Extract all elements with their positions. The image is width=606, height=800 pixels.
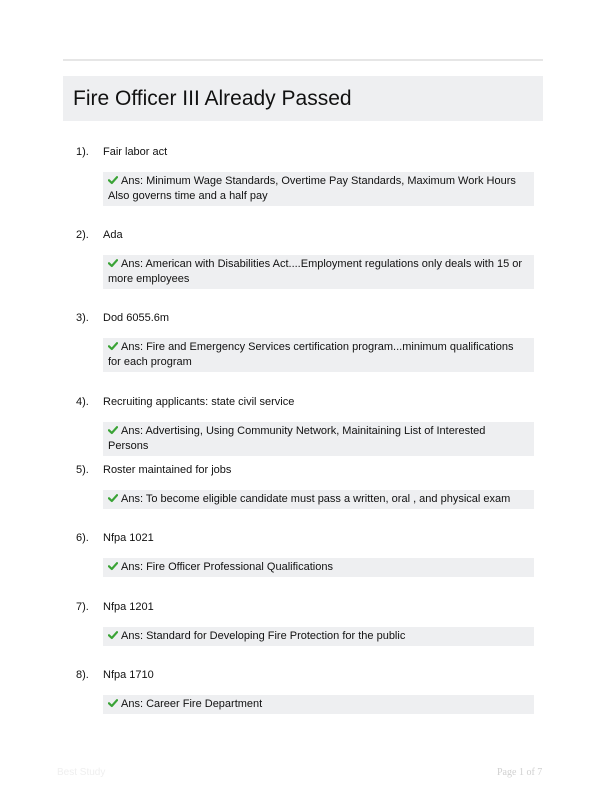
answer-box bbox=[103, 490, 534, 509]
check-icon bbox=[108, 341, 118, 351]
answer-text: Ans: Fire Officer Professional Qualifications bbox=[121, 561, 333, 573]
title-banner bbox=[63, 76, 543, 121]
answer-text: Ans: Career Fire Department bbox=[121, 698, 263, 710]
question-text: Roster maintained for jobs bbox=[103, 464, 232, 476]
answer-box bbox=[103, 558, 534, 577]
question-number: 4). bbox=[76, 396, 89, 408]
answer-text: Ans: Advertising, Using Community Network, Mainitaining List of Interested Persons bbox=[108, 425, 486, 452]
check-icon bbox=[108, 175, 118, 185]
qa-item bbox=[76, 145, 536, 206]
qa-item bbox=[76, 668, 536, 714]
check-icon bbox=[108, 561, 118, 571]
qa-item bbox=[76, 463, 536, 509]
question-text: Ada bbox=[103, 229, 123, 241]
question-number: 8). bbox=[76, 669, 89, 681]
footer-brand: Best Study bbox=[57, 767, 106, 778]
check-icon bbox=[108, 698, 118, 708]
top-divider bbox=[63, 59, 543, 61]
document-title: Fire Officer III Already Passed bbox=[73, 86, 352, 110]
answer-text: Ans: Minimum Wage Standards, Overtime Pay Standards, Maximum Work Hours Also governs time and a half pay bbox=[108, 175, 516, 202]
question-number: 3). bbox=[76, 312, 89, 324]
question-number: 6). bbox=[76, 532, 89, 544]
qa-item bbox=[76, 395, 536, 456]
question-text: Nfpa 1710 bbox=[103, 669, 154, 681]
page-number: Page 1 of 7 bbox=[497, 767, 543, 778]
question-number: 1). bbox=[76, 146, 89, 158]
check-icon bbox=[108, 425, 118, 435]
answer-box bbox=[103, 338, 534, 372]
question-number: 7). bbox=[76, 601, 89, 613]
question-text: Recruiting applicants: state civil service bbox=[103, 396, 295, 408]
question-number: 2). bbox=[76, 229, 89, 241]
check-icon bbox=[108, 493, 118, 503]
answer-box bbox=[103, 172, 534, 206]
qa-item bbox=[76, 228, 536, 289]
qa-item bbox=[76, 600, 536, 646]
question-number: 5). bbox=[76, 464, 89, 476]
answer-box bbox=[103, 255, 534, 289]
question-text: Dod 6055.6m bbox=[103, 312, 170, 324]
qa-item bbox=[76, 531, 536, 577]
answer-box bbox=[103, 627, 534, 646]
answer-box bbox=[103, 695, 534, 714]
answer-text: Ans: Fire and Emergency Services certification program...minimum qualifications for each program bbox=[108, 341, 514, 368]
question-text: Fair labor act bbox=[103, 146, 168, 158]
question-text: Nfpa 1201 bbox=[103, 601, 154, 613]
qa-item bbox=[76, 311, 536, 372]
check-icon bbox=[108, 258, 118, 268]
answer-box bbox=[103, 422, 534, 456]
answer-text: Ans: Standard for Developing Fire Protection for the public bbox=[121, 630, 406, 642]
answer-text: Ans: To become eligible candidate must pass a written, oral , and physical exam bbox=[121, 493, 511, 505]
question-text: Nfpa 1021 bbox=[103, 532, 154, 544]
answer-text: Ans: American with Disabilities Act....Employment regulations only deals with 15 or more employees bbox=[108, 258, 523, 285]
check-icon bbox=[108, 630, 118, 640]
